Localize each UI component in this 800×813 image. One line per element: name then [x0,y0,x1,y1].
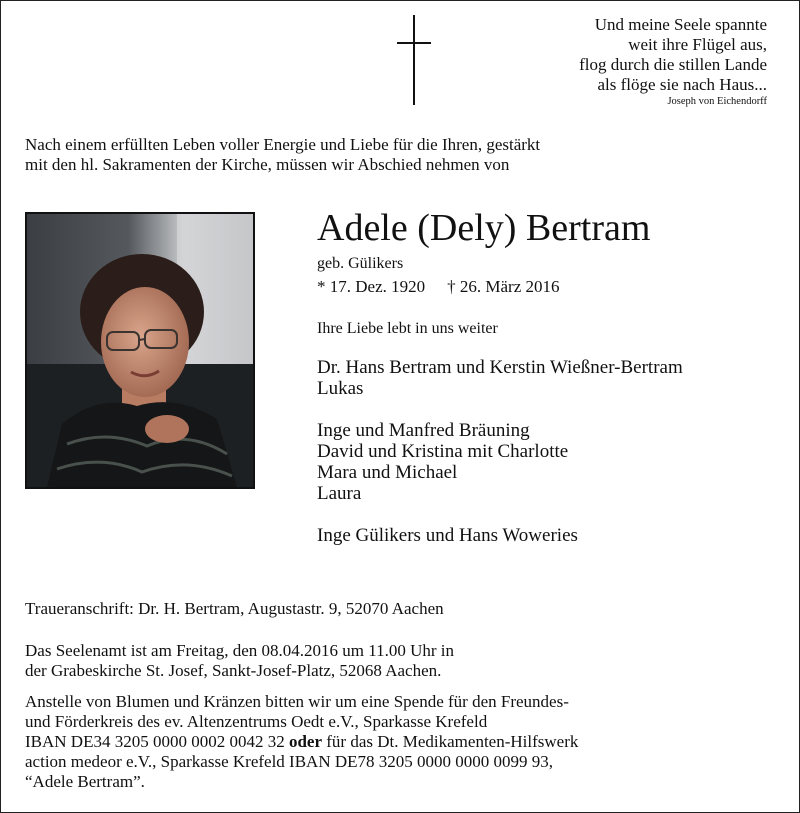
or-emphasis: oder [288,732,323,751]
poem-author: Joseph von Eichendorff [667,96,767,107]
family-member: Mara und Michael [317,462,458,483]
donation-line: und Förderkreis des ev. Altenzentrums Oedt e.V., Sparkasse Krefeld [25,712,488,731]
life-dates [317,277,560,297]
mourning-address: Traueranschrift: Dr. H. Bertram, Augustastr. 9, 52070 Aachen [25,599,444,618]
donation-text: für das Dt. Medikamenten-Hilfswerk [322,732,579,751]
birth-name: geb. Gülikers [317,255,404,272]
poem-line: Und meine Seele spannte [594,15,767,34]
service-line: der Grabeskirche St. Josef, Sankt-Josef-Platz, 52068 Aachen. [25,661,442,680]
intro-line: Nach einem erfüllten Leben voller Energie und Liebe für die Ihren, gestärkt [25,135,541,154]
donation-info [25,692,765,792]
intro-line: mit den hl. Sakramenten der Kirche, müssen wir Abschied nehmen von [25,155,510,174]
poem-line: weit ihre Flügel aus, [628,35,767,54]
family-group [317,357,683,399]
donation-line: “Adele Bertram”. [25,772,145,791]
family-group [317,420,683,504]
family-member: Inge Gülikers und Hans Woweries [317,525,578,546]
family-member: David und Kristina mit Charlotte [317,441,569,462]
motto: Ihre Liebe lebt in uns weiter [317,320,498,337]
deceased-name: Adele (Dely) Bertram [317,207,651,249]
family-member: Inge und Manfred Bräuning [317,420,530,441]
cross-icon [397,15,433,107]
birth-date: * 17. Dez. 1920 [317,277,426,296]
intro-text [25,135,725,175]
poem-line: als flöge sie nach Haus... [597,75,767,94]
poem [579,15,767,108]
family-group [317,525,683,546]
portrait-photo [25,212,255,489]
family-member: Laura [317,483,362,504]
iban-text: IBAN DE34 3205 0000 0002 0042 32 [25,732,289,751]
family-member: Dr. Hans Bertram und Kerstin Wießner-Bertram [317,357,683,378]
donation-line: action medeor e.V., Sparkasse Krefeld IBAN DE78 3205 0000 0000 0099 93, [25,752,554,771]
portrait-image [27,214,253,487]
service-info [25,641,454,681]
service-line: Das Seelenamt ist am Freitag, den 08.04.2016 um 11.00 Uhr in [25,641,455,660]
donation-line [25,732,765,752]
family-list [317,357,683,546]
death-date: † 26. März 2016 [447,277,560,296]
donation-line: Anstelle von Blumen und Kränzen bitten wir um eine Spende für den Freundes- [25,692,569,711]
family-member: Lukas [317,378,364,399]
poem-line: flog durch die stillen Lande [579,55,767,74]
